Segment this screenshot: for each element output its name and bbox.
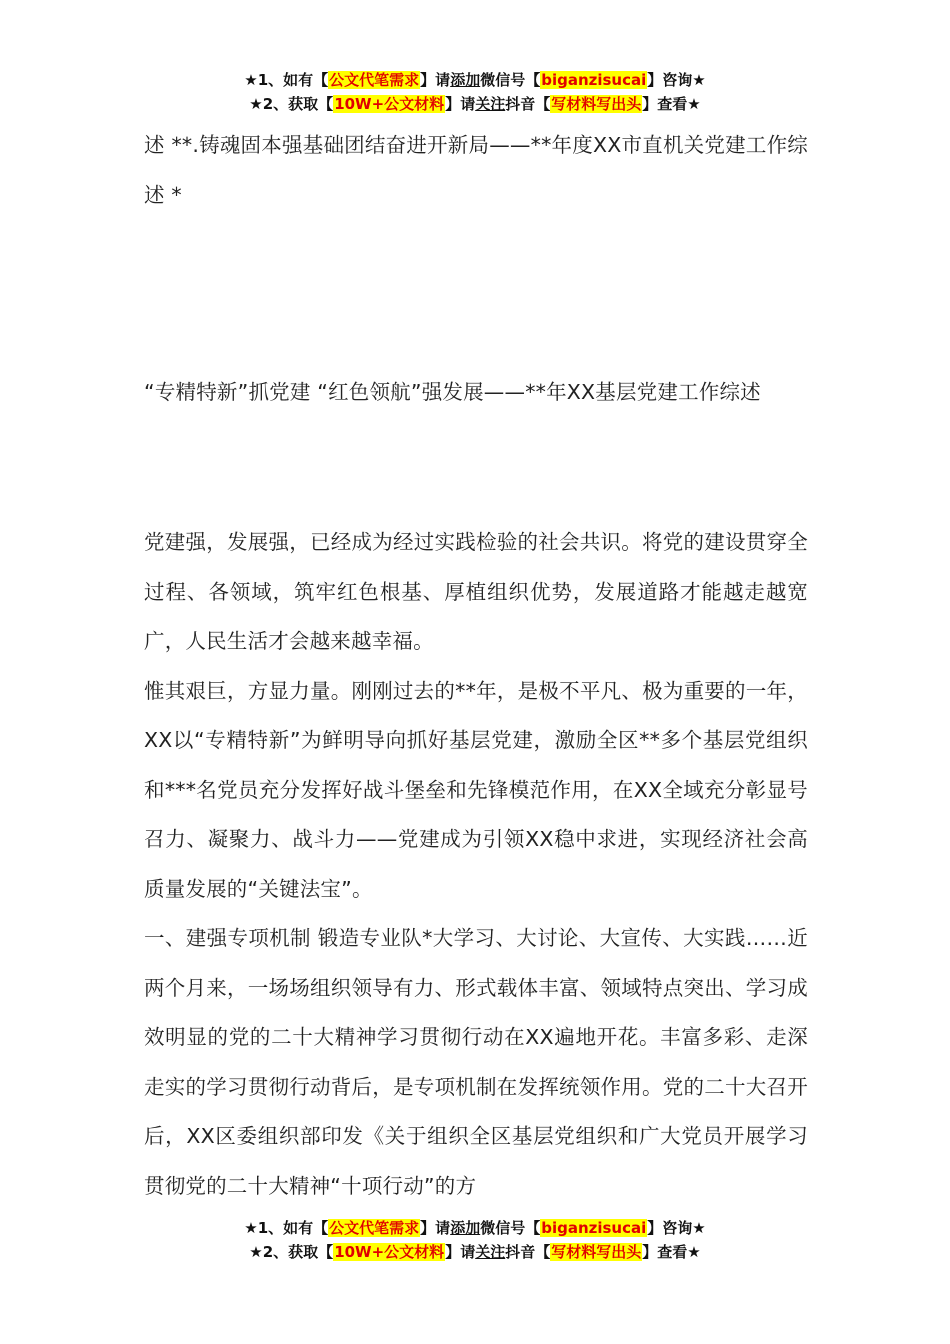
document-title-1: 述 **.铸魂固本强基础团结奋进开新局——**年度XX市直机关党建工作综述 * (144, 133, 808, 207)
body-paragraph-3: 一、建强专项机制 锻造专业队*大学习、大讨论、大宣传、大实践……近两个月来，一场场组织领导有力、形式载体丰富、领域特点突出、学习成效明显的党的二十大精神学习贯彻行动在XX遍地开花。丰富多彩、走深走实的学习贯彻行动背后，是专项机制在发挥统领作用。党的二十大召开后，XX区委组织部印发《关于组织全区基层党组织和广大党员开展学习贯彻党的二十大精神“十项行动”的方 (144, 926, 808, 1198)
document-title-1-block (144, 121, 808, 220)
star-icon: ★ (249, 1243, 263, 1261)
promo-highlight: 公文代笔需求 (329, 71, 420, 89)
top-promo-banner (0, 68, 950, 116)
promo-highlight: biganzisucai (541, 71, 647, 89)
promo-text: 微信号【 (480, 71, 541, 89)
body-paragraph-1: 党建强，发展强，已经成为经过实践检验的社会共识。将党的建设贯穿全过程、各领域，筑牢红色根基、厚植组织优势，发展道路才能越走越宽广，人民生活才会越来越幸福。 (144, 530, 808, 653)
body-paragraph-2: 惟其艰巨，方显力量。刚刚过去的**年，是极不平凡、极为重要的一年，XX以“专精特新”为鲜明导向抓好基层党建，激励全区**多个基层党组织和***名党员充分发挥好战斗堡垒和先锋模范作用，在XX全域充分彰显号召力、凝聚力、战斗力——党建成为引领XX稳中求进，实现经济社会高质量发展的“关键法宝”。 (144, 678, 808, 901)
document-title-2: “专精特新”抓党建 “红色领航”强发展——**年XX基层党建工作综述 (144, 380, 761, 404)
star-icon: ★ (244, 71, 258, 89)
promo-text: 1、如有【 (257, 71, 329, 89)
promo-underline: 添加 (450, 71, 481, 89)
promo-underline: 添加 (450, 1219, 481, 1237)
promo-line-2 (0, 1240, 950, 1264)
promo-line-1 (0, 1216, 950, 1240)
promo-text: 】请 (420, 1219, 451, 1237)
promo-text: 】查看★ (642, 95, 701, 113)
promo-line-2 (0, 92, 950, 116)
promo-text: 抖音【 (505, 1243, 551, 1261)
document-body (144, 518, 808, 1211)
promo-highlight: 10W+公文材料 (334, 95, 445, 113)
promo-line-1 (0, 68, 950, 92)
promo-text: 2、获取【 (262, 95, 334, 113)
promo-text: 】请 (445, 95, 476, 113)
promo-text: 】请 (445, 1243, 476, 1261)
promo-underline: 关注 (475, 95, 506, 113)
promo-text: 1、如有【 (257, 1219, 329, 1237)
promo-highlight: biganzisucai (541, 1219, 647, 1237)
promo-text: 】咨询★ (647, 1219, 706, 1237)
promo-text: 微信号【 (480, 1219, 541, 1237)
star-icon: ★ (249, 95, 263, 113)
promo-text: 2、获取【 (262, 1243, 334, 1261)
promo-highlight: 10W+公文材料 (334, 1243, 445, 1261)
promo-text: 】查看★ (642, 1243, 701, 1261)
promo-underline: 关注 (475, 1243, 506, 1261)
promo-highlight: 公文代笔需求 (329, 1219, 420, 1237)
promo-text: 】咨询★ (647, 71, 706, 89)
promo-highlight: 写材料写出头 (551, 95, 642, 113)
promo-highlight: 写材料写出头 (551, 1243, 642, 1261)
bottom-promo-banner (0, 1216, 950, 1264)
document-title-2-block (144, 368, 808, 418)
promo-text: 】请 (420, 71, 451, 89)
promo-text: 抖音【 (505, 95, 551, 113)
star-icon: ★ (244, 1219, 258, 1237)
